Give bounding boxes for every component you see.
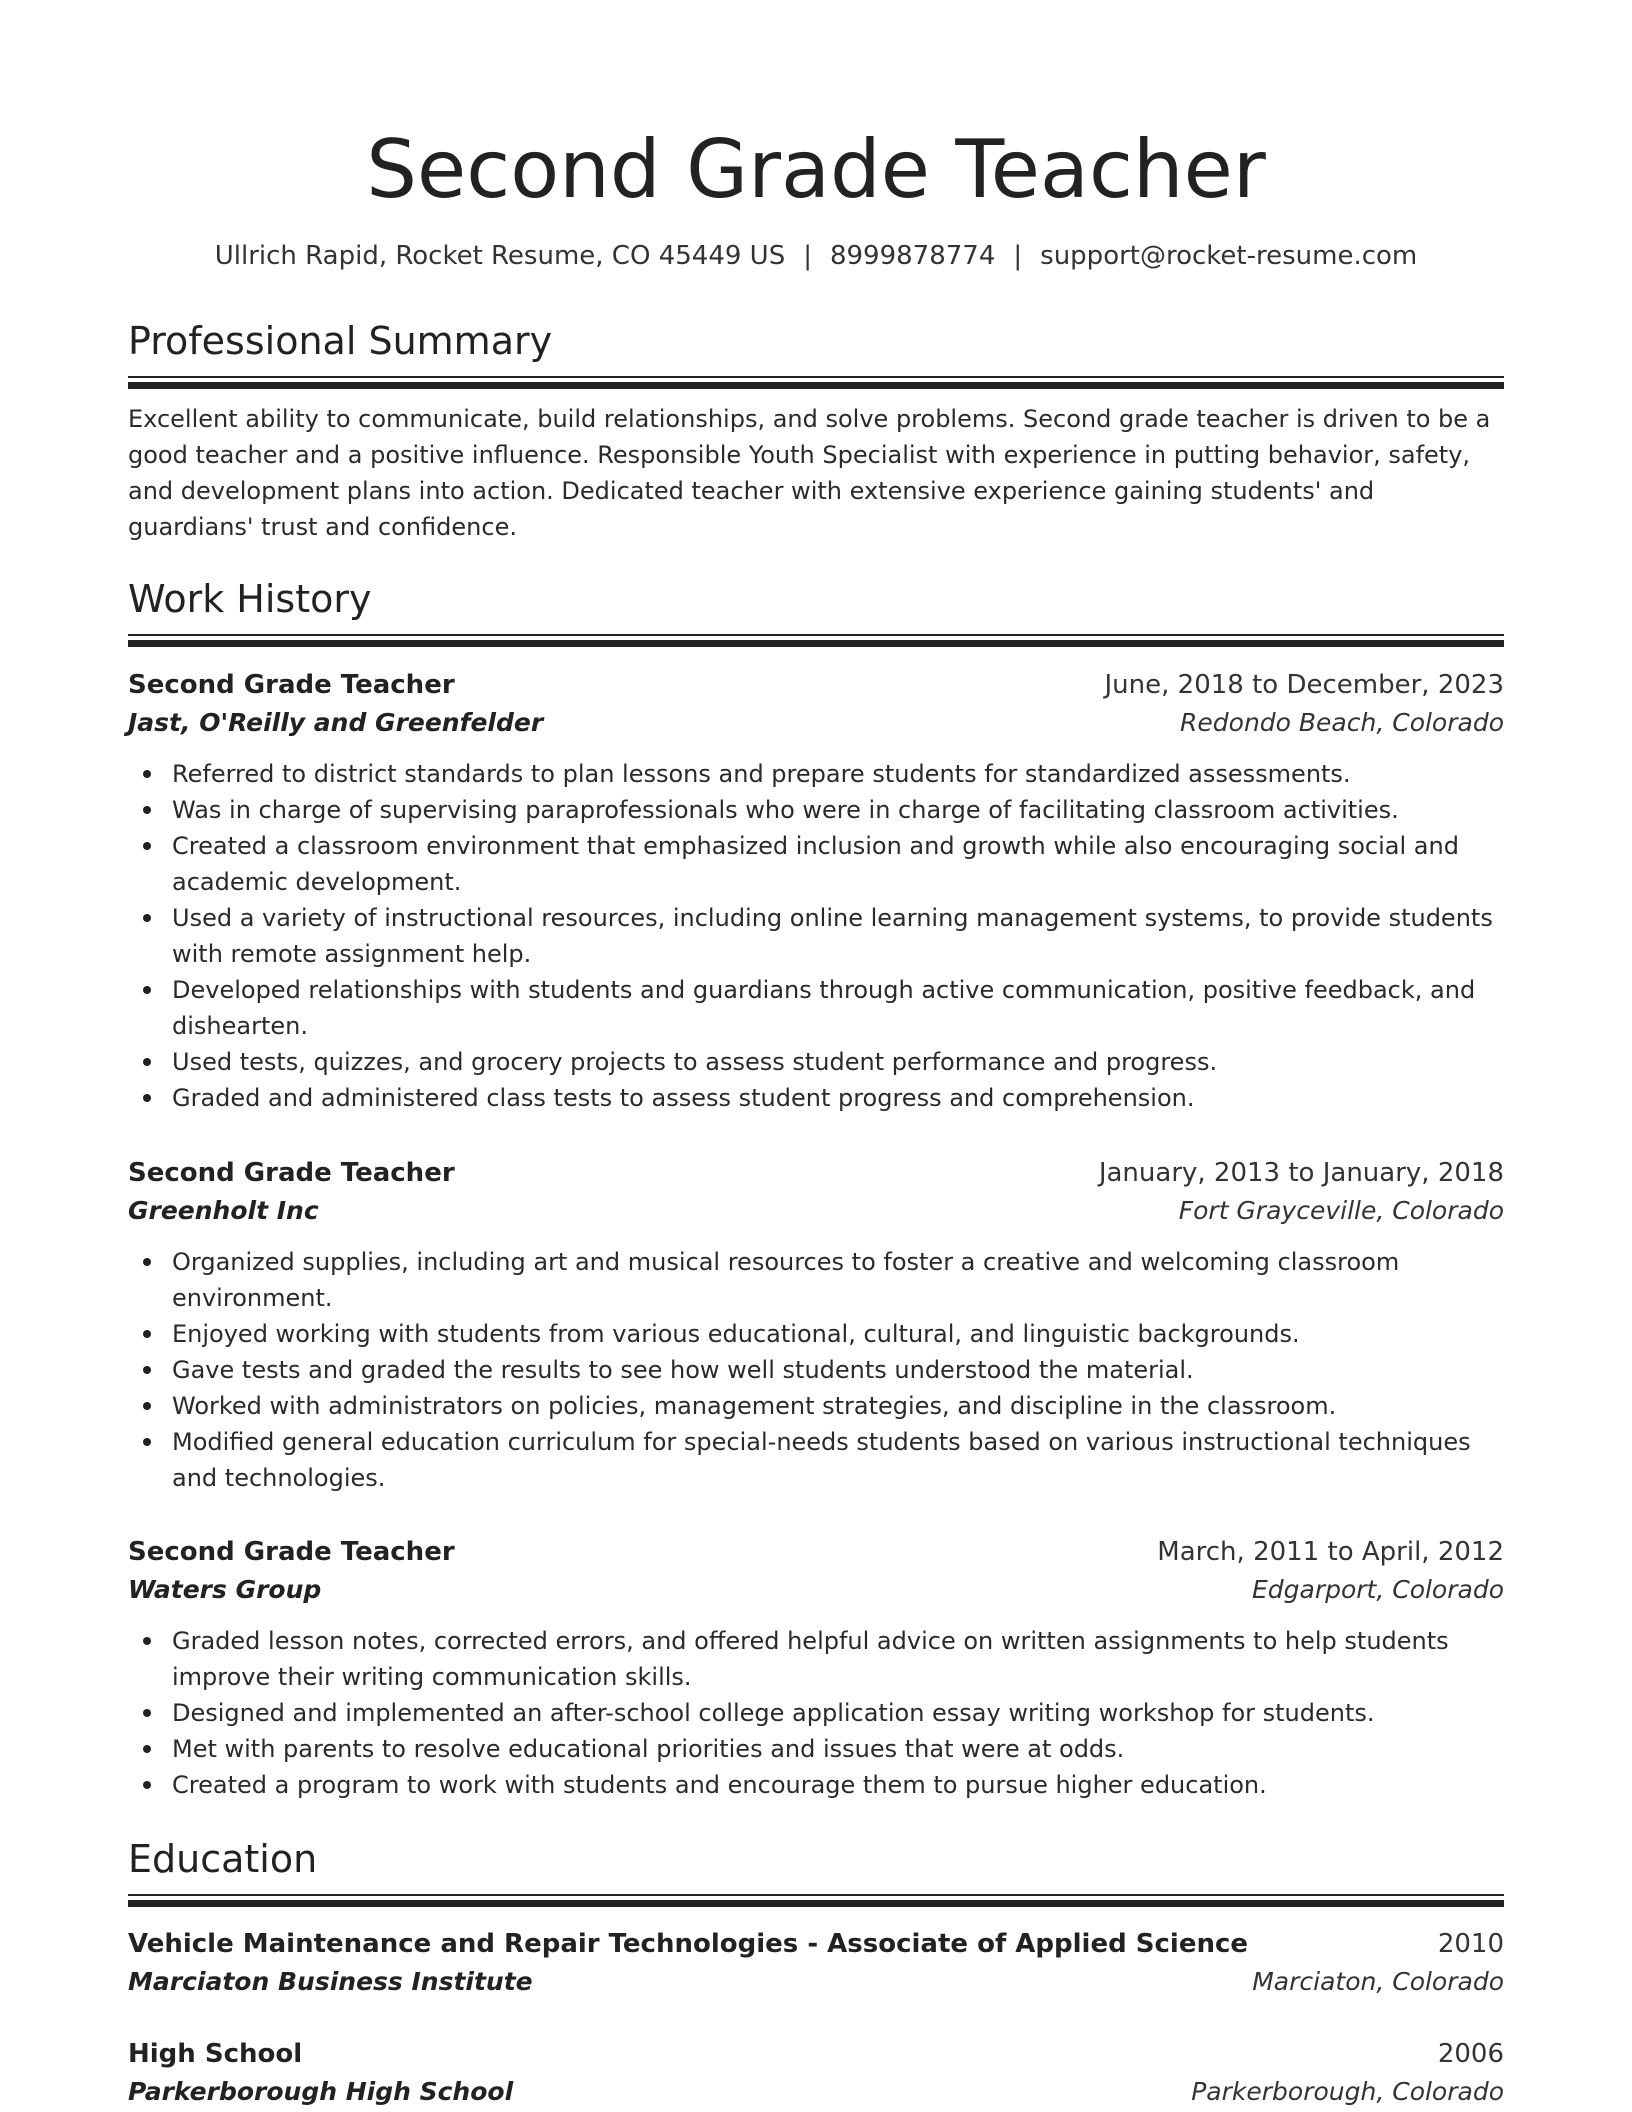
job-bullet (172, 1244, 1504, 1316)
bullet-dot (143, 1402, 151, 1410)
job-employer: Jast, O'Reilly and Greenfelder (128, 708, 544, 737)
bullet-text: Designed and implemented an after-school college application essay writing workshop for students. (172, 1699, 1375, 1727)
section-work-history (128, 576, 1504, 647)
bullet-dot (143, 842, 151, 850)
section-title-education: Education (128, 1837, 318, 1881)
bullet-dot (143, 770, 151, 778)
education-location: Marciaton, Colorado (1252, 1967, 1504, 1996)
job-bullet (172, 1352, 1504, 1388)
bullet-text: Referred to district standards to plan lessons and prepare students for standardized assessments. (172, 760, 1351, 788)
education-school: Marciaton Business Institute (128, 1967, 533, 1996)
contact-line (128, 238, 1504, 274)
bullet-dot (143, 1637, 151, 1645)
education-year: 2006 (1437, 2039, 1504, 2069)
section-title-work-history: Work History (128, 577, 372, 621)
contact-email: support@rocket-resume.com (1040, 241, 1418, 271)
bullet-dot (143, 1366, 151, 1374)
bullet-text: Used a variety of instructional resources, including online learning management systems, to provide students with remote assignment help. (172, 904, 1493, 968)
job-bullet (172, 792, 1504, 828)
job-bullet (172, 828, 1504, 900)
job-bullet (172, 1316, 1504, 1352)
job-bullet (172, 1044, 1504, 1080)
bullet-dot (143, 806, 151, 814)
bullet-text: Met with parents to resolve educational priorities and issues that were at odds. (172, 1735, 1125, 1763)
bullet-dot (143, 1709, 151, 1717)
contact-address: Ullrich Rapid, Rocket Resume, CO 45449 US (214, 241, 786, 271)
job-bullet (172, 1623, 1504, 1695)
job-bullets (128, 1623, 1504, 1803)
bullet-dot (143, 1330, 151, 1338)
bullet-text: Graded lesson notes, corrected errors, and offered helpful advice on written assignments to help students improve their writing communication skills. (172, 1627, 1449, 1691)
bullet-dot (143, 1781, 151, 1789)
job-bullet (172, 972, 1504, 1044)
bullet-text: Enjoyed working with students from various educational, cultural, and linguistic backgrounds. (172, 1320, 1300, 1348)
bullet-dot (143, 1438, 151, 1446)
bullet-dot (143, 1745, 151, 1753)
section-divider (128, 634, 1504, 647)
job-bullet (172, 1080, 1504, 1116)
job-dates: January, 2013 to January, 2018 (1098, 1158, 1504, 1188)
job-title: Second Grade Teacher (128, 670, 455, 700)
job-bullet (172, 1731, 1504, 1767)
job-bullet (172, 1388, 1504, 1424)
job-dates: June, 2018 to December, 2023 (1104, 670, 1504, 700)
job-bullets (128, 1244, 1504, 1496)
education-year: 2010 (1437, 1929, 1504, 1959)
bullet-text: Was in charge of supervising paraprofessionals who were in charge of facilitating classroom activities. (172, 796, 1399, 824)
job-bullet (172, 1767, 1504, 1803)
job-entry (128, 1533, 1504, 1803)
contact-separator: | (803, 241, 812, 271)
bullet-text: Worked with administrators on policies, management strategies, and discipline in the classroom. (172, 1392, 1337, 1420)
bullet-text: Created a program to work with students and encourage them to pursue higher education. (172, 1771, 1267, 1799)
education-degree: High School (128, 2039, 303, 2069)
bullet-dot (143, 1058, 151, 1066)
job-employer: Greenholt Inc (128, 1196, 319, 1225)
bullet-dot (143, 1094, 151, 1102)
bullet-text: Developed relationships with students and guardians through active communication, positive feedback, and dishearten. (172, 976, 1476, 1040)
job-dates: March, 2011 to April, 2012 (1157, 1537, 1504, 1567)
resume-name: Second Grade Teacher (366, 123, 1266, 216)
job-bullet (172, 1424, 1504, 1496)
section-divider (128, 1894, 1504, 1907)
job-bullet (172, 1695, 1504, 1731)
section-summary (128, 318, 1504, 545)
section-divider (128, 376, 1504, 389)
job-location: Fort Grayceville, Colorado (1178, 1196, 1504, 1225)
job-location: Edgarport, Colorado (1251, 1575, 1504, 1604)
job-employer: Waters Group (128, 1575, 322, 1604)
bullet-dot (143, 986, 151, 994)
bullet-text: Graded and administered class tests to assess student progress and comprehension. (172, 1084, 1195, 1112)
bullet-text: Gave tests and graded the results to see how well students understood the material. (172, 1356, 1194, 1384)
job-title: Second Grade Teacher (128, 1537, 455, 1567)
job-bullet (172, 756, 1504, 792)
job-bullet (172, 900, 1504, 972)
bullet-text: Modified general education curriculum for special-needs students based on various instructional techniques and technologies. (172, 1428, 1471, 1492)
section-title-summary: Professional Summary (128, 319, 553, 363)
contact-separator: | (1013, 241, 1023, 271)
contact-phone: 8999878774 (829, 241, 996, 271)
job-entry (128, 1154, 1504, 1496)
bullet-text: Used tests, quizzes, and grocery projects to assess student performance and progress. (172, 1048, 1218, 1076)
job-location: Redondo Beach, Colorado (1180, 708, 1504, 737)
job-entry (128, 666, 1504, 1116)
summary-text: Excellent ability to communicate, build relationships, and solve problems. Second grade teacher is driven to be a good teacher and a positive influence. Responsible Youth Specialist with experience in putting behavior, safety, and development plans into action. Dedicated teacher with extensive experience gaining students' and guardians' trust and confidence. (128, 405, 1491, 541)
bullet-dot (143, 1258, 151, 1266)
education-school: Parkerborough High School (128, 2077, 514, 2106)
education-entry (128, 1925, 1504, 2001)
education-entry (128, 2035, 1504, 2111)
job-title: Second Grade Teacher (128, 1158, 455, 1188)
bullet-text: Created a classroom environment that emphasized inclusion and growth while also encouraging social and academic development. (172, 832, 1459, 896)
bullet-text: Organized supplies, including art and musical resources to foster a creative and welcoming classroom environment. (172, 1248, 1400, 1312)
bullet-dot (143, 914, 151, 922)
education-location: Parkerborough, Colorado (1191, 2077, 1504, 2106)
section-education (128, 1836, 1504, 1907)
job-bullets (128, 756, 1504, 1116)
education-degree: Vehicle Maintenance and Repair Technologies - Associate of Applied Science (128, 1929, 1249, 1959)
